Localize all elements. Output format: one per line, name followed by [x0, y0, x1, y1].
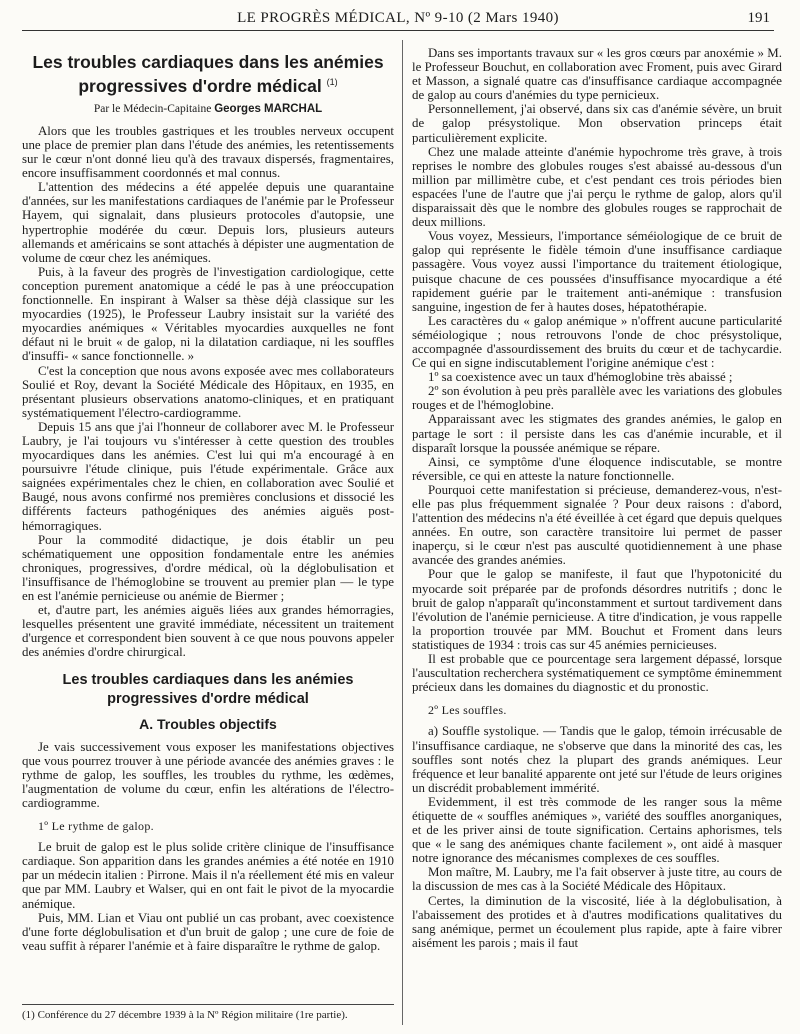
souffles-heading: 2º Les souffles. — [428, 703, 507, 718]
column-divider — [402, 40, 403, 1025]
journal-title: LE PROGRÈS MÉDICAL, Nº 9-10 (2 Mars 1940) — [237, 10, 559, 26]
paragraph: Apparaissant avec les stigmates des grandes anémies, le galop en partage le sort : il persiste dans les cas d'anémie incurable, et il disparaît lorsque la poussée anémique se répare. — [412, 412, 782, 455]
paragraph: Alors que les troubles gastriques et les troubles nerveux occupent une place de premier plan dans l'étude des anémies, les retentissements sur le cœur n'ont donné lieu qu'à des travaux dispersés, fragmentaires, encore insuffisamment coordonnés et mal connus. — [22, 123, 394, 181]
paragraph: Certes, la diminution de la viscosité, liée à la déglobulisation, à l'abaissement des protides et à d'autres modifications qualitatives du sang anémique, permet un écoulement plus rapide, apte à faire vibrer aisément les parois ; mais il faut — [412, 893, 782, 950]
paragraph: Ainsi, ce symptôme d'une éloquence indiscutable, se montre réversible, ce qui en atteste la nature fonctionnelle. — [412, 454, 782, 483]
paragraph: Dans ses importants travaux sur « les gros cœurs par anoxémie » M. le Professeur Bouchut, en collaboration avec Froment, puis avec Girard et Masson, a signalé quatre cas d'insuffisance cardiaque accompagnée de galop au cours d'anémies du type pernicieux. — [412, 46, 782, 103]
running-header — [22, 8, 774, 31]
paragraph: Il est probable que ce pourcentage sera largement dépassé, lorsque l'auscultation recherchera systématiquement ce symptôme éminemment précieux dans les domaines du diagnostic et du pronostic. — [412, 652, 782, 695]
left-column — [22, 44, 394, 953]
paragraph: Depuis 15 ans que j'ai l'honneur de collaborer avec M. le Professeur Laubry, je l'ai toujours vu s'intéresser à cette question des troubles myocardiques dans les anémies. C'est lui qui m'a encouragé à en poursuivre l'étude clinique, puis l'étude expérimentale. Grâce aux saignées expérimentales chez le chien, en collaboration avec Soulié et Baugé, nous avons confirmé nos premières conclusions et dissocié les différents facteurs pathogéniques des anémies aiguës post-hémorragiques. — [22, 419, 394, 533]
paragraph: Pourquoi cette manifestation si précieuse, demanderez-vous, n'est-elle pas plus fréquemment signalée ? Pour deux raisons : d'abord, l'attention des médecins n'a été éveillée à cet égard que depuis quelques années. En outre, son caractère transitoire lui permet de passer inaperçu, si le cœur n'est pas ausculté quotidiennement à une phase avancée des grandes anémies. — [412, 482, 782, 568]
right-column — [412, 46, 782, 950]
paragraph: C'est la conception que nous avons exposée avec mes collaborateurs Soulié et Roy, devant la Société Médicale des Hôpitaux, en 1935, en présentant plusieurs observations anatomo-cliniques, et en pratiquant systématiquement l'électro-cardiogramme. — [22, 363, 394, 420]
paragraph: Pour que le galop se manifeste, il faut que l'hypotonicité du myocarde soit préparée par de profonds désordres nutritifs ; donc le bruit de galop n'apparaît qu'inconstamment et surtout tardivement dans l'évolution de l'anémie pernicieuse. A titre d'indication, je vous rappelle la proportion trouvée par MM. Bouchut et Froment dans leurs statistiques de 1934 : trois cas sur 45 anémies pernicieuses. — [412, 567, 782, 652]
galop-heading: 1º Le rythme de galop. — [38, 819, 154, 834]
list-item: 1º sa coexistence avec un taux d'hémoglobine très abaissé ; — [428, 370, 733, 385]
author-name: Georges MARCHAL — [214, 102, 323, 115]
paragraph: et, d'autre part, les anémies aiguës liées aux grandes hémorragies, lesquelles présentent une gravité immédiate, nécessitent un traitement d'urgence et correspondent bien souvent à ce que nous pouvons appeler des anémies d'ordre chirurgical. — [22, 603, 394, 660]
paragraph: Les caractères du « galop anémique » n'offrent aucune particularité séméiologique ; nous retrouvons l'onde de choc présystolique, accompagnée d'assourdissement des bruits du cœur et de tachycardie. Ce qui en signe indiscutablement l'origine anémique c'est : — [412, 313, 782, 371]
footnote: (1) Conférence du 27 décembre 1939 à la Nº Région militaire (1re partie). — [22, 1004, 394, 1021]
byline: Par le Médecin-Capitaine Georges MARCHAL — [93, 102, 323, 115]
paragraph: Evidemment, il est très commode de les ranger sous la même étiquette de « souffles anémiques », variété des souffles anorganiques, et de les priver ainsi de toute signification. Certains aphorismes, tels que « le sang des anémiques chante facilement », ont aidé à masquer notre ignorance des mécanismes complexes de ces souffles. — [412, 794, 782, 866]
paragraph: Chez une malade atteinte d'anémie hypochrome très grave, à trois reprises le nombre des globules rouges s'est abaissé au-dessous d'un million par millimètre cube, et c'est pendant ces trois périodes bien espacées l'une de l'autre que j'ai perçu le rythme de galop, alors qu'il disparaissait dès que le nombre des globules rouges se rapprochait de deux millions. — [412, 144, 782, 230]
paragraph: Le bruit de galop est le plus solide critère clinique de l'insuffisance cardiaque. Son apparition dans les grandes anémies a été notée en 1910 par un médecin italien : Pirrone. Mais il n'a réellement été mis en valeur que par MM. Laubry et Walser, qui en ont fait le pivot de la myocardie anémique. — [22, 840, 394, 911]
paragraph: L'attention des médecins a été appelée depuis une quarantaine d'années, sur les manifestations cardiaques de l'anémie par le Professeur Hayem, qui signalait, dans plusieurs protocoles d'autopsie, une hypertrophie modérée du cœur. Depuis lors, plusieurs auteurs allemands et américains se sont attachés à dépister une augmentation de volume de cœur chez les anémiques. — [22, 180, 394, 265]
paragraph: Puis, à la faveur des progrès de l'investigation cardiologique, cette conception purement anatomique a cédé le pas à une préoccupation fonctionnelle. En inspirant à Walser sa thèse déjà classique sur les myocardies (1925), le Professeur Laubry insistait sur la variété des myocardies anémiques « Véritables myocardies auxquelles ne font défaut ni le bruit « de galop, ni la dilatation cardiaque, ni les souffles d'insuffi- « sance fonctionnelle. » — [22, 264, 394, 364]
paragraph: Puis, MM. Lian et Viau ont publié un cas probant, avec coexistence d'une forte déglobulisation et d'un bruit de galop ; une cure de foie de veau suffit à réparer l'anémie et à faire disparaître le rythme de galop. — [22, 910, 394, 953]
section-title: Les troubles cardiaques dans les anémies progressives d'ordre médical — [62, 672, 354, 708]
article-title: Les troubles cardiaques dans les anémies progressives d'ordre médical $^{(1)}$ — [32, 52, 384, 96]
paragraph: Personnellement, j'ai observé, dans six cas d'anémie sévère, un bruit de galop présystolique. Mon observation princeps était particulièrement explicite. — [412, 102, 782, 145]
title-footnote-mark: (1) — [326, 77, 338, 87]
subsection-title: A. Troubles objectifs — [139, 716, 277, 733]
paragraph: a) Souffle systolique. — Tandis que le galop, témoin irrécusable de l'insuffisance cardiaque, ne s'observe que dans la minorité des cas, les souffles sont notés chez la plupart des grands anémiques. Leur fréquence et leur banalité apparente ont jeté sur l'étude de leurs origines un discrédit probablement immérité. — [412, 724, 782, 795]
paragraph: Je vais successivement vous exposer les manifestations objectives que vous pourrez trouver à une période avancée des anémies graves : le rythme de galop, les souffles, les troubles du rythme, les œdèmes, l'augmentation de volume du cœur, enfin les altérations de l'électro-cardiogramme. — [22, 739, 394, 810]
page-number: 191 — [747, 10, 770, 26]
paragraph: Vous voyez, Messieurs, l'importance séméiologique de ce bruit de galop qui représente le fidèle témoin d'une insuffisance cardiaque passagère. Vous voyez aussi l'importance du traitement étiologique, puisque chacune de ces poussées d'insuffisance myocardique a été rapidement guérie par le traitement anti-anémique : transfusion sanguine, ingestion de fer à hautes doses, hépatothérapie. — [412, 229, 782, 314]
paragraph: Pour la commodité didactique, je dois établir un peu schématiquement une opposition fondamentale entre les anémies chroniques, progressives, d'ordre médical, où la déglobulisation et l'insuffisance de l'hémoglobine se trouvent au premier plan — le type en est l'anémie pernicieuse ou anémie de Biermer ; — [22, 532, 394, 604]
list-item: 2º son évolution à peu près parallèle avec les variations des globules rouges et de l'hémoglobine. — [412, 384, 782, 413]
paragraph: Mon maître, M. Laubry, me l'a fait observer à juste titre, au cours de la discussion de mes cas à la Société Médicale des Hôpitaux. — [412, 865, 782, 894]
